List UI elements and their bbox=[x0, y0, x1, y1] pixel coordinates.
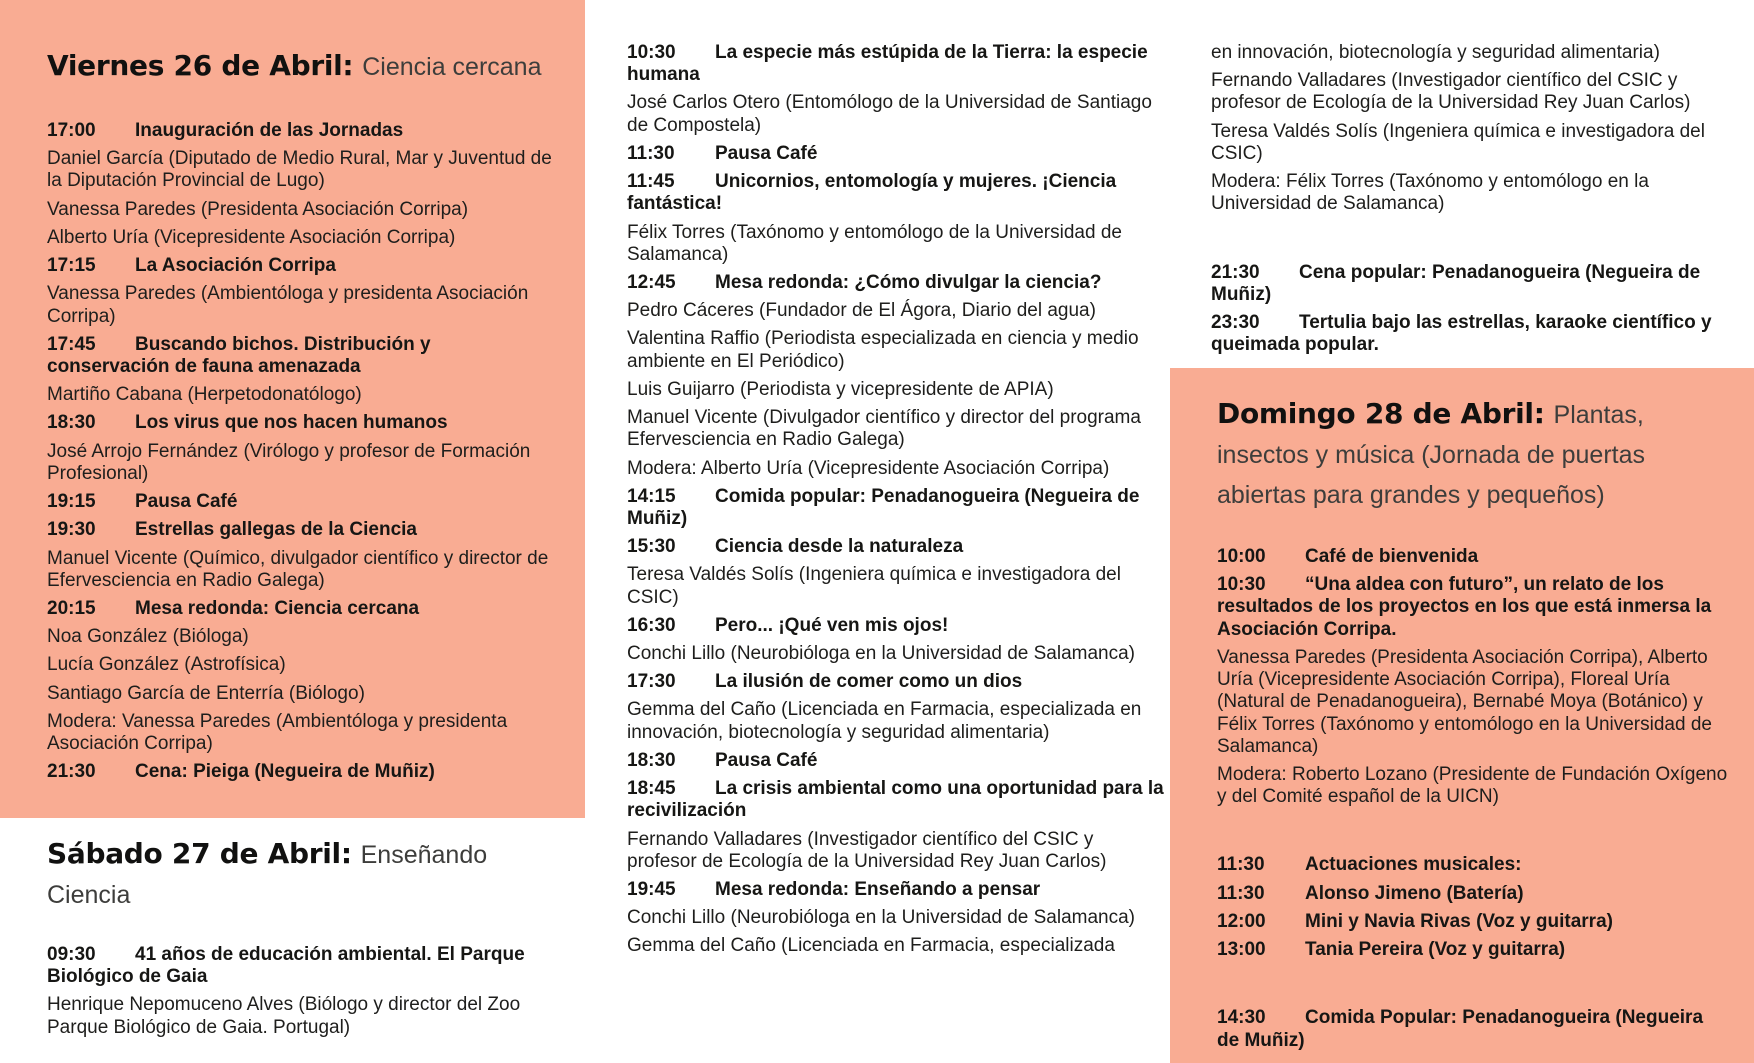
speaker-line bbox=[47, 439, 555, 487]
speaker-line bbox=[627, 220, 1167, 268]
schedule-entry bbox=[627, 776, 1167, 824]
time-label: 13:00 bbox=[1217, 939, 1266, 961]
entry-title: La especie más estúpida de la Tierra: la especie humana bbox=[627, 42, 1148, 86]
entry-title: La ilusión de comer como un dios bbox=[715, 671, 1023, 693]
schedule-entry bbox=[47, 253, 555, 279]
entry-title: Unicornios, entomología y mujeres. ¡Ciencia fantástica! bbox=[627, 171, 1117, 215]
speaker-text: Félix Torres (Taxónomo y entomólogo de la Universidad de Salamanca) bbox=[627, 221, 1122, 265]
speaker-text: Luis Guijarro (Periodista y vicepresidente de APIA) bbox=[627, 378, 1054, 400]
friday-title bbox=[47, 44, 555, 84]
speaker-text: Lucía González (Astrofísica) bbox=[47, 654, 286, 676]
schedule-entry bbox=[627, 169, 1167, 217]
schedule-entry bbox=[47, 410, 555, 436]
schedule-entry bbox=[47, 759, 555, 785]
speaker-text: Modera: Roberto Lozano (Presidente de Fundación Oxígeno y del Comité español de la UICN) bbox=[1217, 763, 1728, 808]
speaker-line bbox=[47, 992, 555, 1040]
speaker-text: Modera: Vanessa Paredes (Ambientóloga y presidenta Asociación Corripa) bbox=[47, 710, 508, 755]
speaker-line bbox=[627, 827, 1167, 875]
schedule-entry bbox=[627, 613, 1167, 639]
speaker-text: en innovación, biotecnología y seguridad alimentaria) bbox=[1211, 42, 1660, 63]
time-label: 10:30 bbox=[627, 42, 676, 63]
saturday-schedule-column-2 bbox=[627, 38, 1167, 962]
speaker-line bbox=[47, 681, 555, 707]
speaker-text: Manuel Vicente (Químico, divulgador científico y director de Efervesciencia en Radio Galega) bbox=[47, 547, 549, 591]
saturday-schedule-column-3 bbox=[1211, 38, 1719, 360]
speaker-text: Daniel García (Diputado de Medio Rural, Mar y Juventud de la Diputación Provincial de Lugo) bbox=[47, 148, 552, 192]
time-label: 09:30 bbox=[47, 944, 96, 965]
entry-title: Alonso Jimeno (Batería) bbox=[1305, 882, 1524, 904]
entry-title: 41 años de educación ambiental. El Parque Biológico de Gaia bbox=[47, 944, 525, 988]
time-label: 16:30 bbox=[627, 614, 676, 636]
time-label: 19:30 bbox=[47, 519, 96, 541]
entry-title: Mesa redonda: ¿Cómo divulgar la ciencia? bbox=[715, 271, 1102, 293]
speaker-line bbox=[627, 326, 1167, 374]
entry-title: Mesa redonda: Enseñando a pensar bbox=[715, 879, 1041, 900]
entry-title: Pausa Café bbox=[715, 749, 818, 771]
saturday-schedule-list-col1 bbox=[47, 942, 555, 1041]
speaker-line bbox=[47, 546, 555, 594]
time-label: 11:30 bbox=[627, 142, 675, 164]
speaker-text: Teresa Valdés Solís (Ingeniera química e investigadora del CSIC) bbox=[1211, 120, 1705, 164]
schedule-entry bbox=[1217, 852, 1729, 878]
saturday-schedule-list-col3 bbox=[1211, 40, 1719, 358]
speaker-line bbox=[47, 197, 555, 223]
speaker-text: José Carlos Otero (Entomólogo de la Universidad de Santiago de Compostela) bbox=[627, 92, 1152, 136]
speaker-text: Alberto Uría (Vicepresidente Asociación Corripa) bbox=[47, 226, 456, 248]
schedule-entry bbox=[1211, 310, 1719, 358]
entry-title: Tertulia bajo las estrellas, karaoke científico y queimada popular. bbox=[1211, 311, 1712, 356]
friday-title-theme: Ciencia cercana bbox=[362, 53, 542, 81]
entry-title: Café de bienvenida bbox=[1305, 546, 1479, 567]
entry-title: Cena popular: Penadanogueira (Negueira de Muñiz) bbox=[1211, 261, 1701, 305]
schedule-entry bbox=[1217, 909, 1729, 935]
time-label: 18:30 bbox=[47, 412, 96, 434]
entry-title: Buscando bichos. Distribución y conservación de fauna amenazada bbox=[47, 333, 431, 377]
schedule-entry bbox=[627, 748, 1167, 774]
entry-title: Mini y Navia Rivas (Voz y guitarra) bbox=[1305, 910, 1613, 932]
entry-title: “Una aldea con futuro”, un relato de los resultados de los proyectos en los que está inmersa la Asociación Corripa. bbox=[1217, 574, 1712, 640]
speaker-text: Conchi Lillo (Neurobióloga en la Universidad de Salamanca) bbox=[627, 907, 1136, 929]
speaker-line bbox=[627, 377, 1167, 403]
speaker-text: Teresa Valdés Solís (Ingeniera química e investigadora del CSIC) bbox=[627, 564, 1121, 608]
speaker-text: Fernando Valladares (Investigador científico del CSIC y profesor de Ecología de la Universidad Rey Juan Carlos) bbox=[1211, 70, 1691, 114]
sunday-title bbox=[1217, 392, 1729, 512]
entry-title: Pero... ¡Qué ven mis ojos! bbox=[715, 614, 949, 636]
time-label: 12:45 bbox=[627, 271, 676, 293]
time-label: 17:45 bbox=[47, 333, 96, 355]
speaker-text: Modera: Félix Torres (Taxónomo y entomólogo en la Universidad de Salamanca) bbox=[1211, 171, 1649, 215]
saturday-title bbox=[47, 832, 555, 912]
time-label: 11:30 bbox=[1217, 882, 1265, 904]
time-label: 18:30 bbox=[627, 749, 676, 771]
sunday-card bbox=[1170, 368, 1754, 1063]
speaker-text: José Arrojo Fernández (Virólogo y profesor de Formación Profesional) bbox=[47, 440, 531, 484]
speaker-line bbox=[47, 225, 555, 251]
entry-title: Mesa redonda: Ciencia cercana bbox=[135, 597, 420, 619]
speaker-text: Valentina Raffio (Periodista especializada en ciencia y medio ambiente en El Periódico) bbox=[627, 328, 1139, 372]
time-label: 19:45 bbox=[627, 879, 676, 900]
schedule-entry bbox=[1217, 572, 1729, 643]
speaker-text: Conchi Lillo (Neurobióloga en la Universidad de Salamanca) bbox=[627, 643, 1136, 665]
time-label: 15:30 bbox=[627, 536, 676, 558]
time-label: 10:30 bbox=[1217, 574, 1266, 596]
entry-title: Actuaciones musicales: bbox=[1305, 854, 1522, 876]
schedule-entry bbox=[1217, 544, 1729, 570]
saturday-section bbox=[47, 832, 555, 1043]
speaker-line bbox=[1211, 68, 1719, 116]
time-label: 11:45 bbox=[627, 171, 675, 193]
schedule-entry bbox=[47, 596, 555, 622]
entry-title: Cena: Pieiga (Negueira de Muñiz) bbox=[135, 761, 435, 783]
speaker-line bbox=[47, 146, 555, 194]
schedule-entry bbox=[1217, 1005, 1729, 1053]
speaker-line bbox=[627, 641, 1167, 667]
time-label: 19:15 bbox=[47, 491, 96, 513]
schedule-entry bbox=[627, 40, 1167, 88]
speaker-text: Gemma del Caño (Licenciada en Farmacia, especializada en innovación, biotecnología y seguridad alimentaria) bbox=[627, 699, 1142, 743]
friday-card bbox=[0, 0, 585, 818]
speaker-text: Vanessa Paredes (Presidenta Asociación Corripa), Alberto Uría (Vicepresidente Asociación Corripa), Floreal Uría (Natural de Penadanogueira), Bernabé Moya (Botánico) y Félix Torres (Taxónomo y entomólogo en la Universidad de Salamanca) bbox=[1217, 646, 1712, 757]
spacer bbox=[1217, 812, 1729, 850]
time-label: 20:15 bbox=[47, 597, 96, 619]
entry-title: Comida Popular: Penadanogueira (Negueira de Muñiz) bbox=[1217, 1007, 1704, 1051]
time-label: 23:30 bbox=[1211, 311, 1260, 333]
schedule-entry bbox=[627, 270, 1167, 296]
speaker-line bbox=[47, 709, 555, 757]
speaker-line bbox=[627, 933, 1167, 959]
schedule-entry bbox=[627, 534, 1167, 560]
friday-title-day: Viernes 26 de Abril: bbox=[47, 49, 354, 82]
speaker-line bbox=[47, 281, 555, 329]
speaker-text: Henrique Nepomuceno Alves (Biólogo y director del Zoo Parque Biológico de Gaia. Portugal) bbox=[47, 994, 521, 1038]
time-label: 17:15 bbox=[47, 255, 96, 277]
entry-title: La Asociación Corripa bbox=[135, 255, 336, 277]
time-label: 14:15 bbox=[627, 485, 676, 507]
speaker-text: Santiago García de Enterría (Biólogo) bbox=[47, 682, 365, 704]
entry-title: Los virus que nos hacen humanos bbox=[135, 412, 448, 434]
speaker-line bbox=[1211, 169, 1719, 217]
speaker-line bbox=[1217, 762, 1729, 810]
speaker-text: Noa González (Bióloga) bbox=[47, 626, 249, 648]
time-label: 21:30 bbox=[1211, 261, 1260, 283]
saturday-title-day: Sábado 27 de Abril: bbox=[47, 837, 352, 870]
speaker-line bbox=[47, 382, 555, 408]
speaker-text: Vanessa Paredes (Presidenta Asociación Corripa) bbox=[47, 198, 469, 220]
schedule-entry bbox=[627, 484, 1167, 532]
time-label: 14:30 bbox=[1217, 1007, 1266, 1029]
time-label: 17:30 bbox=[627, 671, 676, 693]
speaker-text: Pedro Cáceres (Fundador de El Ágora, Diario del agua) bbox=[627, 300, 1096, 322]
entry-title: Inauguración de las Jornadas bbox=[135, 120, 404, 141]
schedule-entry bbox=[627, 877, 1167, 903]
entry-title: La crisis ambiental como una oportunidad para la recivilización bbox=[627, 778, 1164, 822]
schedule-entry bbox=[627, 141, 1167, 167]
speaker-text: Vanessa Paredes (Ambientóloga y presidenta Asociación Corripa) bbox=[47, 283, 529, 327]
entry-title: Tania Pereira (Voz y guitarra) bbox=[1305, 939, 1566, 961]
speaker-line bbox=[627, 562, 1167, 610]
schedule-entry bbox=[627, 669, 1167, 695]
speaker-line bbox=[627, 90, 1167, 138]
entry-title: Pausa Café bbox=[715, 142, 818, 164]
speaker-line bbox=[627, 697, 1167, 745]
speaker-text: Fernando Valladares (Investigador científico del CSIC y profesor de Ecología de la Universidad Rey Juan Carlos) bbox=[627, 828, 1107, 872]
schedule-entry bbox=[47, 332, 555, 380]
schedule-entry bbox=[47, 517, 555, 543]
entry-title: Estrellas gallegas de la Ciencia bbox=[135, 519, 417, 541]
saturday-schedule-list-col2 bbox=[627, 40, 1167, 960]
schedule-entry bbox=[47, 489, 555, 515]
sunday-schedule-list bbox=[1217, 544, 1729, 1054]
speaker-line bbox=[1211, 40, 1719, 66]
speaker-text: Manuel Vicente (Divulgador científico y director del programa Efervesciencia en Radio Galega) bbox=[627, 407, 1141, 451]
sunday-title-day: Domingo 28 de Abril: bbox=[1217, 397, 1545, 430]
schedule-entry bbox=[1217, 937, 1729, 963]
speaker-line bbox=[627, 905, 1167, 931]
time-label: 12:00 bbox=[1217, 910, 1266, 932]
schedule-entry bbox=[1211, 260, 1719, 308]
schedule-entry bbox=[47, 118, 555, 144]
speaker-line bbox=[1217, 645, 1729, 760]
speaker-line bbox=[47, 624, 555, 650]
speaker-line bbox=[627, 298, 1167, 324]
time-label: 21:30 bbox=[47, 761, 96, 783]
speaker-text: Martiño Cabana (Herpetodonatólogo) bbox=[47, 384, 362, 406]
entry-title: Comida popular: Penadanogueira (Negueira de Muñiz) bbox=[627, 485, 1140, 529]
time-label: 18:45 bbox=[627, 778, 676, 800]
spacer bbox=[1217, 965, 1729, 1003]
time-label: 11:30 bbox=[1217, 854, 1265, 876]
speaker-line bbox=[1211, 119, 1719, 167]
speaker-text: Modera: Alberto Uría (Vicepresidente Asociación Corripa) bbox=[627, 457, 1110, 479]
sunday-title-theme: Plantas, insectos y música (Jornada de puertas abiertas para grandes y pequeños) bbox=[1217, 401, 1645, 509]
friday-schedule-list bbox=[47, 118, 555, 785]
schedule-entry bbox=[47, 942, 555, 990]
speaker-text: Gemma del Caño (Licenciada en Farmacia, especializada bbox=[627, 935, 1115, 957]
speaker-line bbox=[627, 405, 1167, 453]
schedule-entry bbox=[1217, 881, 1729, 907]
speaker-line bbox=[627, 456, 1167, 482]
time-label: 17:00 bbox=[47, 120, 96, 141]
entry-title: Ciencia desde la naturaleza bbox=[715, 536, 964, 558]
spacer bbox=[1211, 220, 1719, 258]
time-label: 10:00 bbox=[1217, 546, 1266, 567]
speaker-line bbox=[47, 652, 555, 678]
saturday-title-theme: Enseñando Ciencia bbox=[47, 841, 488, 909]
entry-title: Pausa Café bbox=[135, 491, 238, 513]
